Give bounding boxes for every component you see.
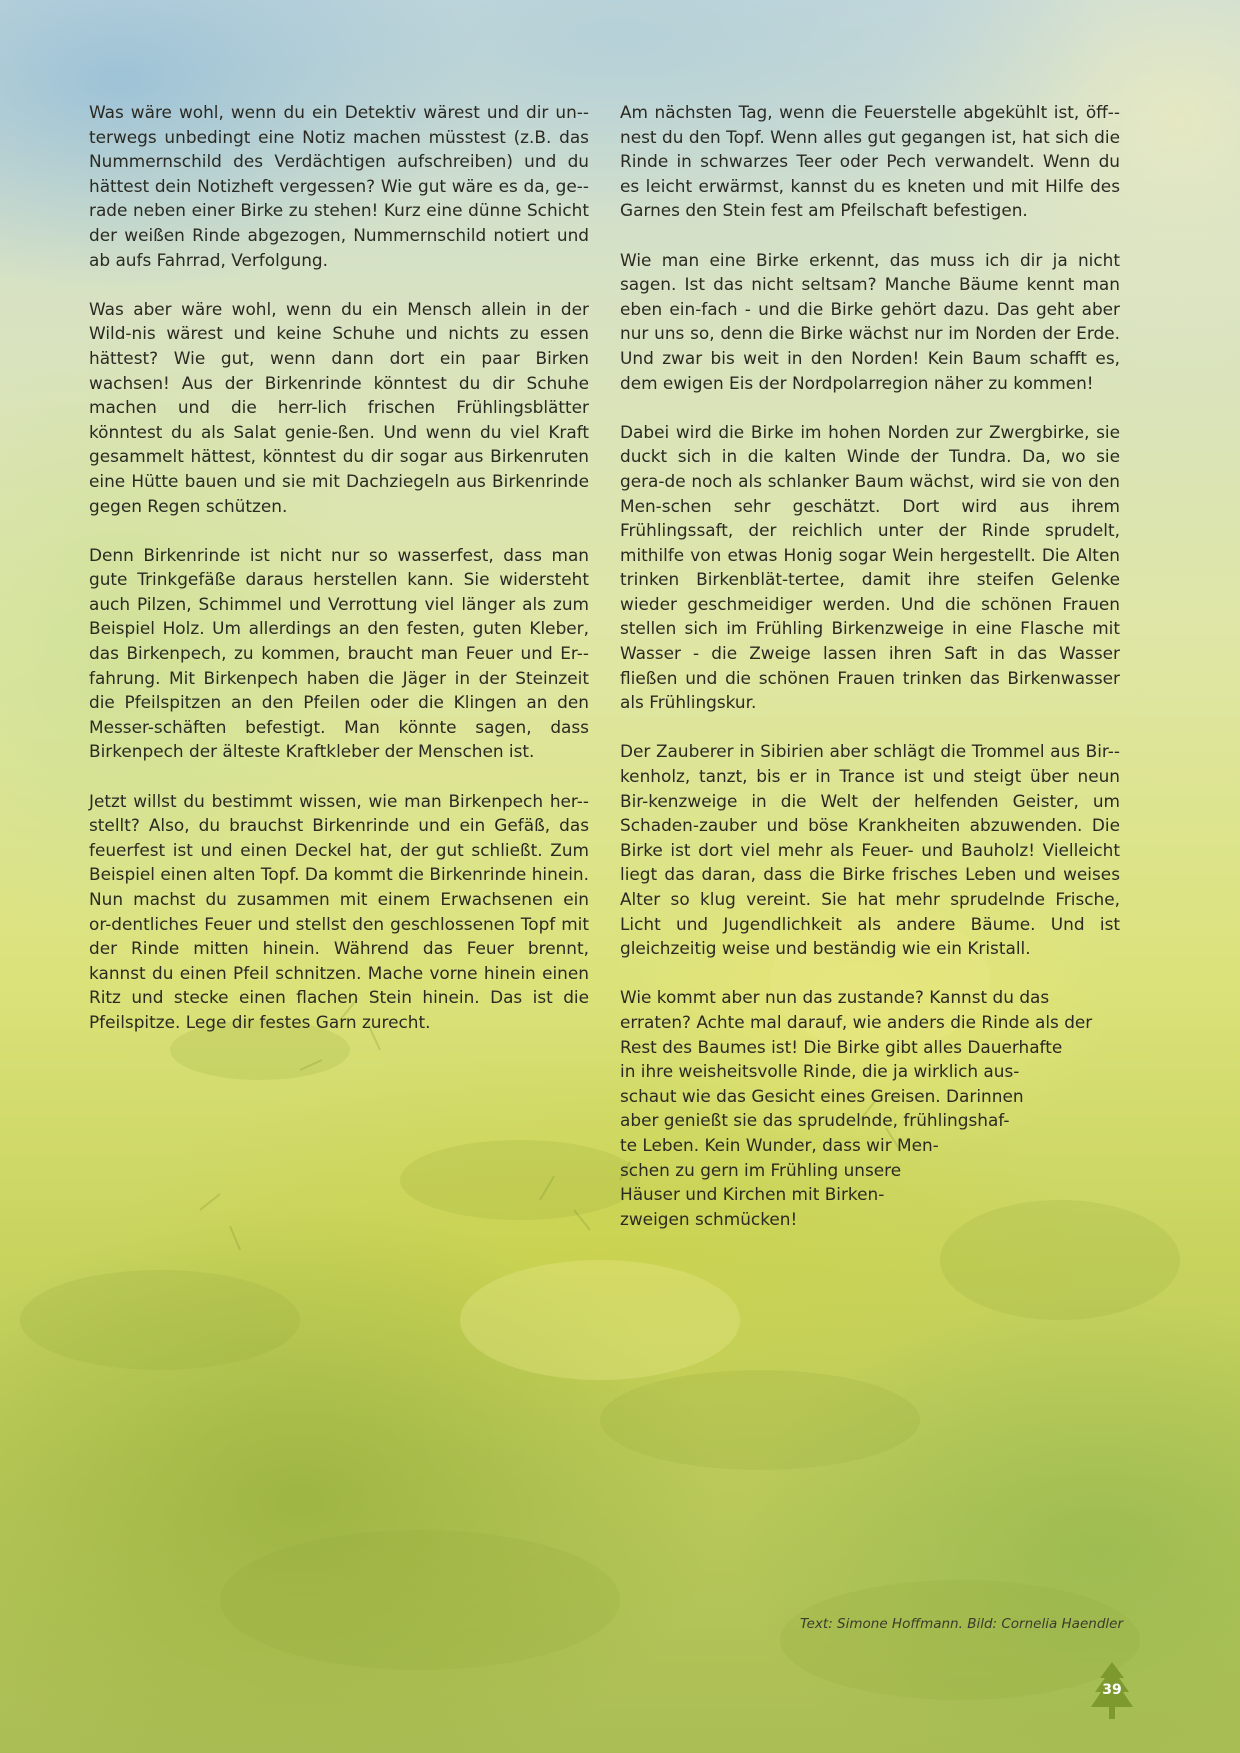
paragraph-birch-bark: Denn Birkenrinde ist nicht nur so wasserfest, dass man gute Trinkgefäße daraus herstellen kann. Sie widersteht auch Pilzen, Schimmel und Verrottung viel länger als zum Beispiel Holz. Um allerdings an den festen, guten Kleber, das Birkenpech, zu kommen, braucht man Feuer und Er-fahrung. Mit Birkenpech haben die Jäger in der Steinzeit die Pfeilspitzen an den Pfeilen oder die Klingen an den Messer-schäften befestigt. Man könnte sagen, dass Birkenpech der älteste Kraftkleber der Menschen ist. (89, 544, 589, 762)
closing-line: zweigen schmücken! (620, 1208, 798, 1229)
closing-line: aber genießt sie das sprudelnde, frühlingshaf- (620, 1110, 1010, 1131)
closing-line: schen zu gern im Frühling unsere (620, 1159, 902, 1180)
page-number-badge (1090, 1660, 1134, 1722)
image-credit: Text: Simone Hoffmann. Bild: Cornelia Haendler (800, 1616, 1123, 1632)
closing-line: in ihre weisheitsvolle Rinde, die ja wirklich aus- (620, 1061, 1020, 1082)
closing-line: erraten? Achte mal darauf, wie anders die Rinde als der (620, 1011, 1093, 1032)
paragraph-detective: Was wäre wohl, wenn du ein Detektiv wärest und dir un-terwegs unbedingt eine Notiz machen müsstest (z.B. das Nummernschild des Verdächtigen aufschreiben) und du hättest dein Notizheft vergessen? Wie gut wäre es da, ge-rade neben einer Birke zu stehen! Kurz eine dünne Schicht der weißen Rinde abgezogen, Nummernschild notiert und ab aufs Fahrrad, Verfolgung. (89, 102, 589, 270)
paragraph-dwarf-birch: Dabei wird die Birke im hohen Norden zur Zwergbirke, sie duckt sich in die kalten Winde der Tundra. Da, wo sie gera-de noch als schlanker Baum wächst, wird sie von den Men-schen sehr geschätzt. Dort wird aus ihrem Frühlingssaft, der reichlich unter der Rinde sprudelt, mithilfe von etwas Honig sogar Wein hergestellt. Die Alten trinken Birkenblät-tertee, damit ihre steifen Gelenke wieder geschmeidiger werden. Und die schönen Frauen stellen sich im Frühling Birkenzweige in eine Flasche mit Wasser - die Zweige lassen ihren Saft in das Wasser fließen und die schönen Frauen trinken das Birkenwasser als Frühlingskur. (620, 421, 1120, 713)
paragraph-making-pitch: Jetzt willst du bestimmt wissen, wie man Birkenpech her-stellt? Also, du brauchst Birkenrinde und ein Gefäß, das feuerfest ist und einen Deckel hat, der gut schließt. Zum Beispiel einen alten Topf. Da kommt die Birkenrinde hinein. Nun machst du zusammen mit einem Erwachsenen ein or-dentliches Feuer und stellst den geschlossenen Topf mit der Rinde mitten hinein. Während das Feuer brennt, kannst du einen Pfeil schnitzen. Mache vorne hinein einen Ritz und stecke einen flachen Stein hinein. Das ist die Pfeilspitze. Lege dir festes Garn zurecht. (89, 790, 589, 1032)
closing-line: Wie kommt aber nun das zustande? Kannst du das (620, 987, 1050, 1008)
paragraph-closing (620, 985, 1120, 1231)
paragraph-next-day: Am nächsten Tag, wenn die Feuerstelle abgekühlt ist, öff-nest du den Topf. Wenn alles gut gegangen ist, hat sich die Rinde in schwarzes Teer oder Pech verwandelt. Wenn du es leicht erwärmst, kannst du es kneten und mit Hilfe des Garnes den Stein fest am Pfeilschaft befestigen. (620, 102, 1120, 221)
paragraph-siberian-shaman: Der Zauberer in Sibirien aber schlägt die Trommel aus Bir-kenholz, tanzt, bis er in Trance ist und steigt über neun Bir-kenzweige in die Welt der helfenden Geister, um Schaden-zauber und böse Krankheiten abzuwenden. Die Birke ist dort viel mehr als Feuer- und Bauholz! Vielleicht liegt das daran, dass die Birke frisches Leben und weises Alter so klug vereint. Sie hat mehr sprudelnde Frische, Licht und Jugendlichkeit als andere Bäume. Und ist gleichzeitig weise und beständig wie ein Kristall. (620, 741, 1120, 959)
closing-line: schaut wie das Gesicht eines Greisen. Darinnen (620, 1085, 1024, 1106)
paragraph-recognizing-birch: Wie man eine Birke erkennt, das muss ich dir ja nicht sagen. Ist das nicht seltsam? Manche Bäume kennt man eben ein-fach - und die Birke gehört dazu. Das geht aber nur uns so, denn die Birke wächst nur im Norden der Erde. Und zwar bis weit in den Norden! Kein Baum schafft es, dem ewigen Eis der Nordpolarregion näher zu kommen! (620, 249, 1120, 393)
article-right-column (620, 100, 1120, 1256)
closing-line: te Leben. Kein Wunder, dass wir Men- (620, 1134, 939, 1155)
page-number: 39 (1102, 1682, 1122, 1698)
paragraph-wilderness: Was aber wäre wohl, wenn du ein Mensch allein in der Wild-nis wärest und keine Schuhe und nichts zu essen hättest? Wie gut, wenn dann dort ein paar Birken wachsen! Aus der Birkenrinde könntest du dir Schuhe machen und die herr-lich frischen Frühlingsblätter könntest du als Salat genie-ßen. Und wenn du viel Kraft gesammelt hättest, könntest du dir sogar aus Birkenruten eine Hütte bauen und sie mit Dachziegeln aus Birkenrinde gegen Regen schützen. (89, 298, 589, 516)
closing-line: Rest des Baumes ist! Die Birke gibt alles Dauerhafte (620, 1036, 1063, 1057)
article-left-column (89, 100, 589, 1059)
closing-line: Häuser und Kirchen mit Birken- (620, 1184, 885, 1205)
